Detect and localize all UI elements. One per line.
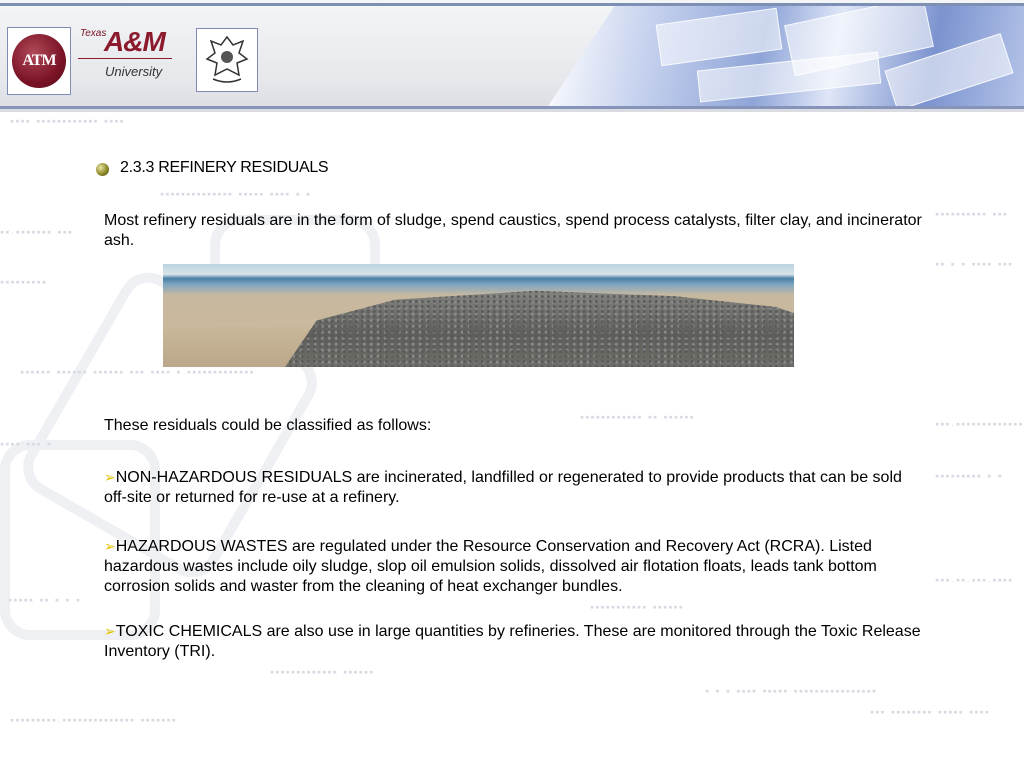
- bullet-toxic-chemicals: [104, 621, 924, 662]
- header-banner-image: [548, 6, 1024, 106]
- background-code-texture: ▪ ▪ ▪ ▪▪▪▪ ▪▪▪▪▪ ▪▪▪▪▪▪▪▪▪▪▪▪▪▪▪▪: [705, 687, 878, 695]
- background-code-texture: ▪▪▪▪ ▪▪▪ ▪: [0, 440, 53, 448]
- bullet-hazardous-wastes: [104, 536, 924, 597]
- logo-am-text: A&M: [104, 26, 165, 57]
- header-bottom-rule: [0, 106, 1024, 109]
- background-code-texture: ▪▪▪▪▪▪▪▪▪.▪▪▪▪▪▪▪▪▪▪▪▪▪▪ ▪▪▪▪▪▪▪: [10, 716, 177, 724]
- intro-paragraph: Most refinery residuals are in the form of sludge, spend caustics, spend process catalysts, filter clay, and incinerator ash.: [104, 212, 922, 249]
- background-code-texture: ▪▪▪▪▪▪▪▪▪▪▪ ▪▪▪▪▪▪: [590, 603, 684, 611]
- background-code-texture: ▪▪▪.▪▪▪▪▪▪▪▪▪▪▪▪▪: [935, 420, 1024, 428]
- arrow-bullet-icon: ➢: [104, 623, 116, 639]
- atm-logo-mark: ATM: [12, 34, 66, 88]
- background-code-texture: ▪▪▪▪▪▪ ▪▪▪▪▪▪ ▪▪▪▪▪▪ ▪▪▪ ▪▪▪▪ ▪ ▪▪▪▪▪▪▪▪▪▪▪▪▪: [20, 368, 255, 376]
- bullet-non-hazardous: [104, 467, 924, 508]
- slide-heading: 2.3.3 REFINERY RESIDUALS: [120, 159, 329, 176]
- background-code-texture: ▪▪▪▪▪▪▪▪▪▪▪▪▪▪ ▪▪▪▪▪ ▪▪▪▪ ▪ ▪: [160, 190, 312, 198]
- background-code-texture: ▪▪▪▪▪▪▪▪▪▪▪▪ ▪▪ ▪▪▪▪▪▪: [580, 413, 695, 421]
- background-code-texture: ▪▪ ▪ ▪ ▪▪▪▪ ▪▪▪: [935, 260, 1014, 268]
- background-code-texture: ▪▪▪.▪▪.▪▪▪.▪▪▪▪: [935, 576, 1014, 584]
- classified-intro: These residuals could be classified as follows:: [104, 417, 432, 434]
- bullet-text: HAZARDOUS WASTES are regulated under the Resource Conservation and Recovery Act (RCRA). Listed hazardous wastes include oily sludge, slop oil emulsion solids, dissolved air flotation floats, leads tank bottom corrosion solids and waster from the cleaning of heat exchanger bundles.: [104, 538, 877, 595]
- state-seal-icon: [196, 28, 258, 92]
- background-code-texture: ▪▪▪▪▪▪▪▪▪▪ ▪▪▪: [935, 210, 1009, 218]
- arrow-bullet-icon: ➢: [104, 469, 116, 485]
- atm-logo: [7, 27, 71, 95]
- slide-header: [0, 0, 1024, 112]
- logo-texas-text: Texas: [80, 28, 107, 39]
- refinery-residuals-photo: [163, 264, 794, 367]
- bullet-text: NON-HAZARDOUS RESIDUALS are incinerated, landfilled or regenerated to provide products that can be sold off-site or returned for re-use at a refinery.: [104, 469, 902, 506]
- bullet-text: TOXIC CHEMICALS are also use in large quantities by refineries. These are monitored through the Toxic Release Inventory (TRI).: [104, 623, 921, 660]
- arrow-bullet-icon: ➢: [104, 538, 116, 554]
- background-code-texture: ▪▪▪▪ ▪▪▪▪▪▪▪▪▪▪▪▪ ▪▪▪▪: [10, 117, 125, 125]
- heading-bullet-icon: [96, 163, 109, 176]
- background-code-texture: ▪▪▪ ▪▪▪▪▪▪▪▪ ▪▪▪▪▪ ▪▪▪▪: [870, 708, 990, 716]
- background-code-texture: ▪▪.▪▪▪▪▪▪▪ ▪▪▪: [0, 228, 74, 236]
- header-top-rule: [0, 3, 1024, 6]
- background-code-texture: ▪▪▪▪▪▪▪▪▪ ▪ ▪: [935, 472, 1003, 480]
- background-code-texture: ▪▪▪▪▪ ▪▪ ▪ ▪ ▪: [8, 596, 82, 604]
- logo-divider: [78, 58, 172, 59]
- background-code-texture: ▪▪▪▪▪▪▪▪▪▪▪▪▪ ▪▪▪▪▪▪: [270, 668, 375, 676]
- logo-university-text: University: [105, 64, 163, 79]
- background-code-texture: ▪▪▪▪▪▪▪▪▪: [0, 278, 47, 286]
